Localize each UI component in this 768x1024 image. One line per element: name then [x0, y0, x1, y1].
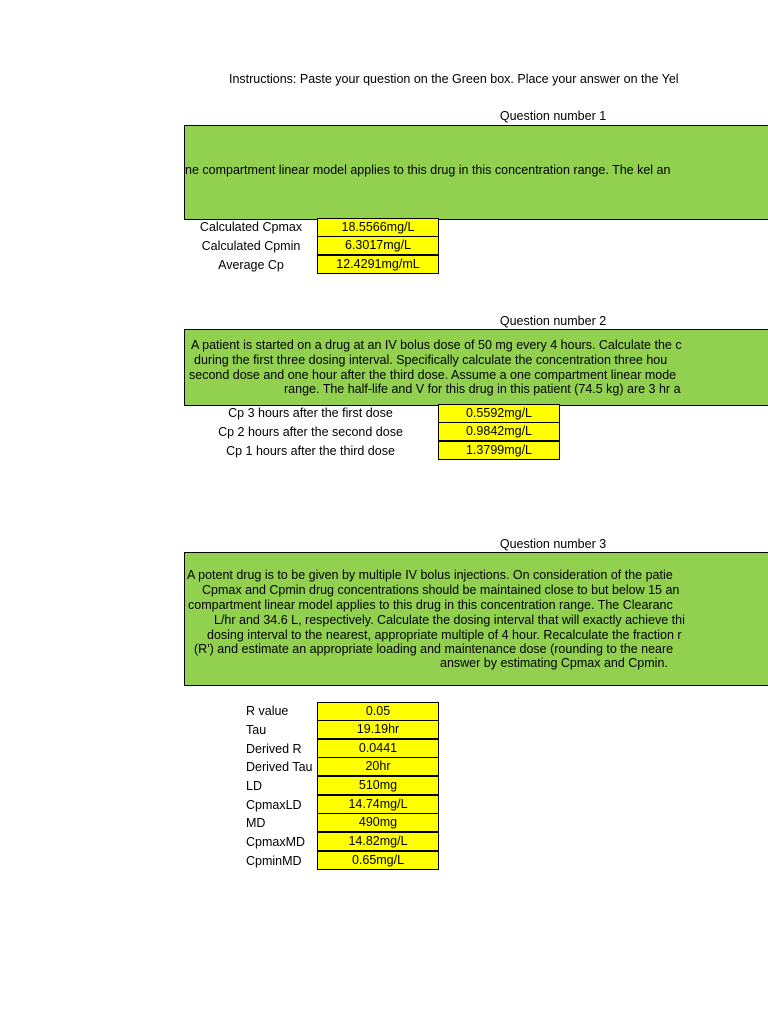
question-3-line-5: dosing interval to the nearest, appropriate multiple of 4 hour. Recalculate the fraction r	[207, 628, 682, 642]
question-2-box[interactable]	[184, 329, 768, 406]
q2-answer-3[interactable]: 1.3799mg/L	[438, 441, 560, 460]
q2-answer-1[interactable]: 0.5592mg/L	[438, 404, 560, 423]
question-3-line-3: compartment linear model applies to this drug in this concentration range. The Clearanc	[188, 598, 673, 612]
q2-label-1: Cp 3 hours after the first dose	[228, 406, 393, 420]
q1-answer-average-cp[interactable]: 12.4291mg/mL	[317, 255, 439, 274]
question-1-box[interactable]	[184, 125, 768, 220]
q3-label-tau: Tau	[246, 723, 267, 737]
question-2-line-1: A patient is started on a drug at an IV bolus dose of 50 mg every 4 hours. Calculate the c	[191, 338, 682, 352]
q3-label-cpminmd: CpminMD	[246, 854, 302, 868]
question-2-line-2: during the first three dosing interval. Specifically calculate the concentration three hou	[194, 353, 668, 367]
q2-label-2: Cp 2 hours after the second dose	[218, 425, 403, 439]
question-3-line-4: L/hr and 34.6 L, respectively. Calculate the dosing interval that will exactly achieve thi	[214, 613, 685, 627]
q3-label-r-value: R value	[246, 704, 289, 718]
q3-answer-r-value[interactable]: 0.05	[317, 702, 439, 721]
q3-label-cpmaxmd: CpmaxMD	[246, 835, 306, 849]
q3-answer-derived-tau[interactable]: 20hr	[317, 757, 439, 776]
q1-answer-cpmax[interactable]: 18.5566mg/L	[317, 218, 439, 237]
q3-answer-ld[interactable]: 510mg	[317, 776, 439, 795]
q3-label-ld: LD	[246, 779, 262, 793]
question-3-line-6: (R') and estimate an appropriate loading and maintenance dose (rounding to the neare	[194, 642, 674, 656]
q3-answer-cpmaxmd[interactable]: 14.82mg/L	[317, 832, 439, 851]
q3-label-derived-r: Derived R	[246, 742, 302, 756]
question-3-line-1: A potent drug is to be given by multiple IV bolus injections. On consideration of the patie	[187, 568, 673, 582]
q3-answer-md[interactable]: 490mg	[317, 813, 439, 832]
q3-answer-derived-r[interactable]: 0.0441	[317, 739, 439, 758]
q1-label-average-cp: Average Cp	[218, 258, 284, 272]
instructions-text: Instructions: Paste your question on the Green box. Place your answer on the Yel	[229, 72, 679, 86]
question-3-line-2: Cpmax and Cpmin drug concentrations should be maintained close to but below 15 an	[202, 583, 680, 597]
q3-label-derived-tau: Derived Tau	[246, 760, 313, 774]
q1-label-cpmax: Calculated Cpmax	[199, 220, 303, 234]
q3-answer-cpmaxld[interactable]: 14.74mg/L	[317, 795, 439, 814]
question-1-text: ne compartment linear model applies to this drug in this concentration range. The kel an	[185, 163, 671, 177]
q3-answer-cpminmd[interactable]: 0.65mg/L	[317, 851, 439, 870]
question-2-line-4: range. The half-life and V for this drug in this patient (74.5 kg) are 3 hr a	[284, 382, 681, 396]
question-3-line-7: answer by estimating Cpmax and Cpmin.	[440, 656, 668, 670]
question-2-line-3: second dose and one hour after the third dose. Assume a one compartment linear mode	[189, 368, 677, 382]
q3-answer-tau[interactable]: 19.19hr	[317, 720, 439, 739]
q2-label-3: Cp 1 hours after the third dose	[226, 444, 395, 458]
question-1-title: Question number 1	[499, 109, 607, 123]
q1-label-cpmin: Calculated Cpmin	[201, 239, 301, 253]
question-2-title: Question number 2	[499, 314, 607, 328]
q2-answer-2[interactable]: 0.9842mg/L	[438, 422, 560, 441]
question-3-box[interactable]	[184, 552, 768, 686]
q1-answer-cpmin[interactable]: 6.3017mg/L	[317, 236, 439, 255]
q3-label-cpmaxld: CpmaxLD	[246, 798, 302, 812]
question-3-title: Question number 3	[499, 537, 607, 551]
q3-label-md: MD	[246, 816, 266, 830]
